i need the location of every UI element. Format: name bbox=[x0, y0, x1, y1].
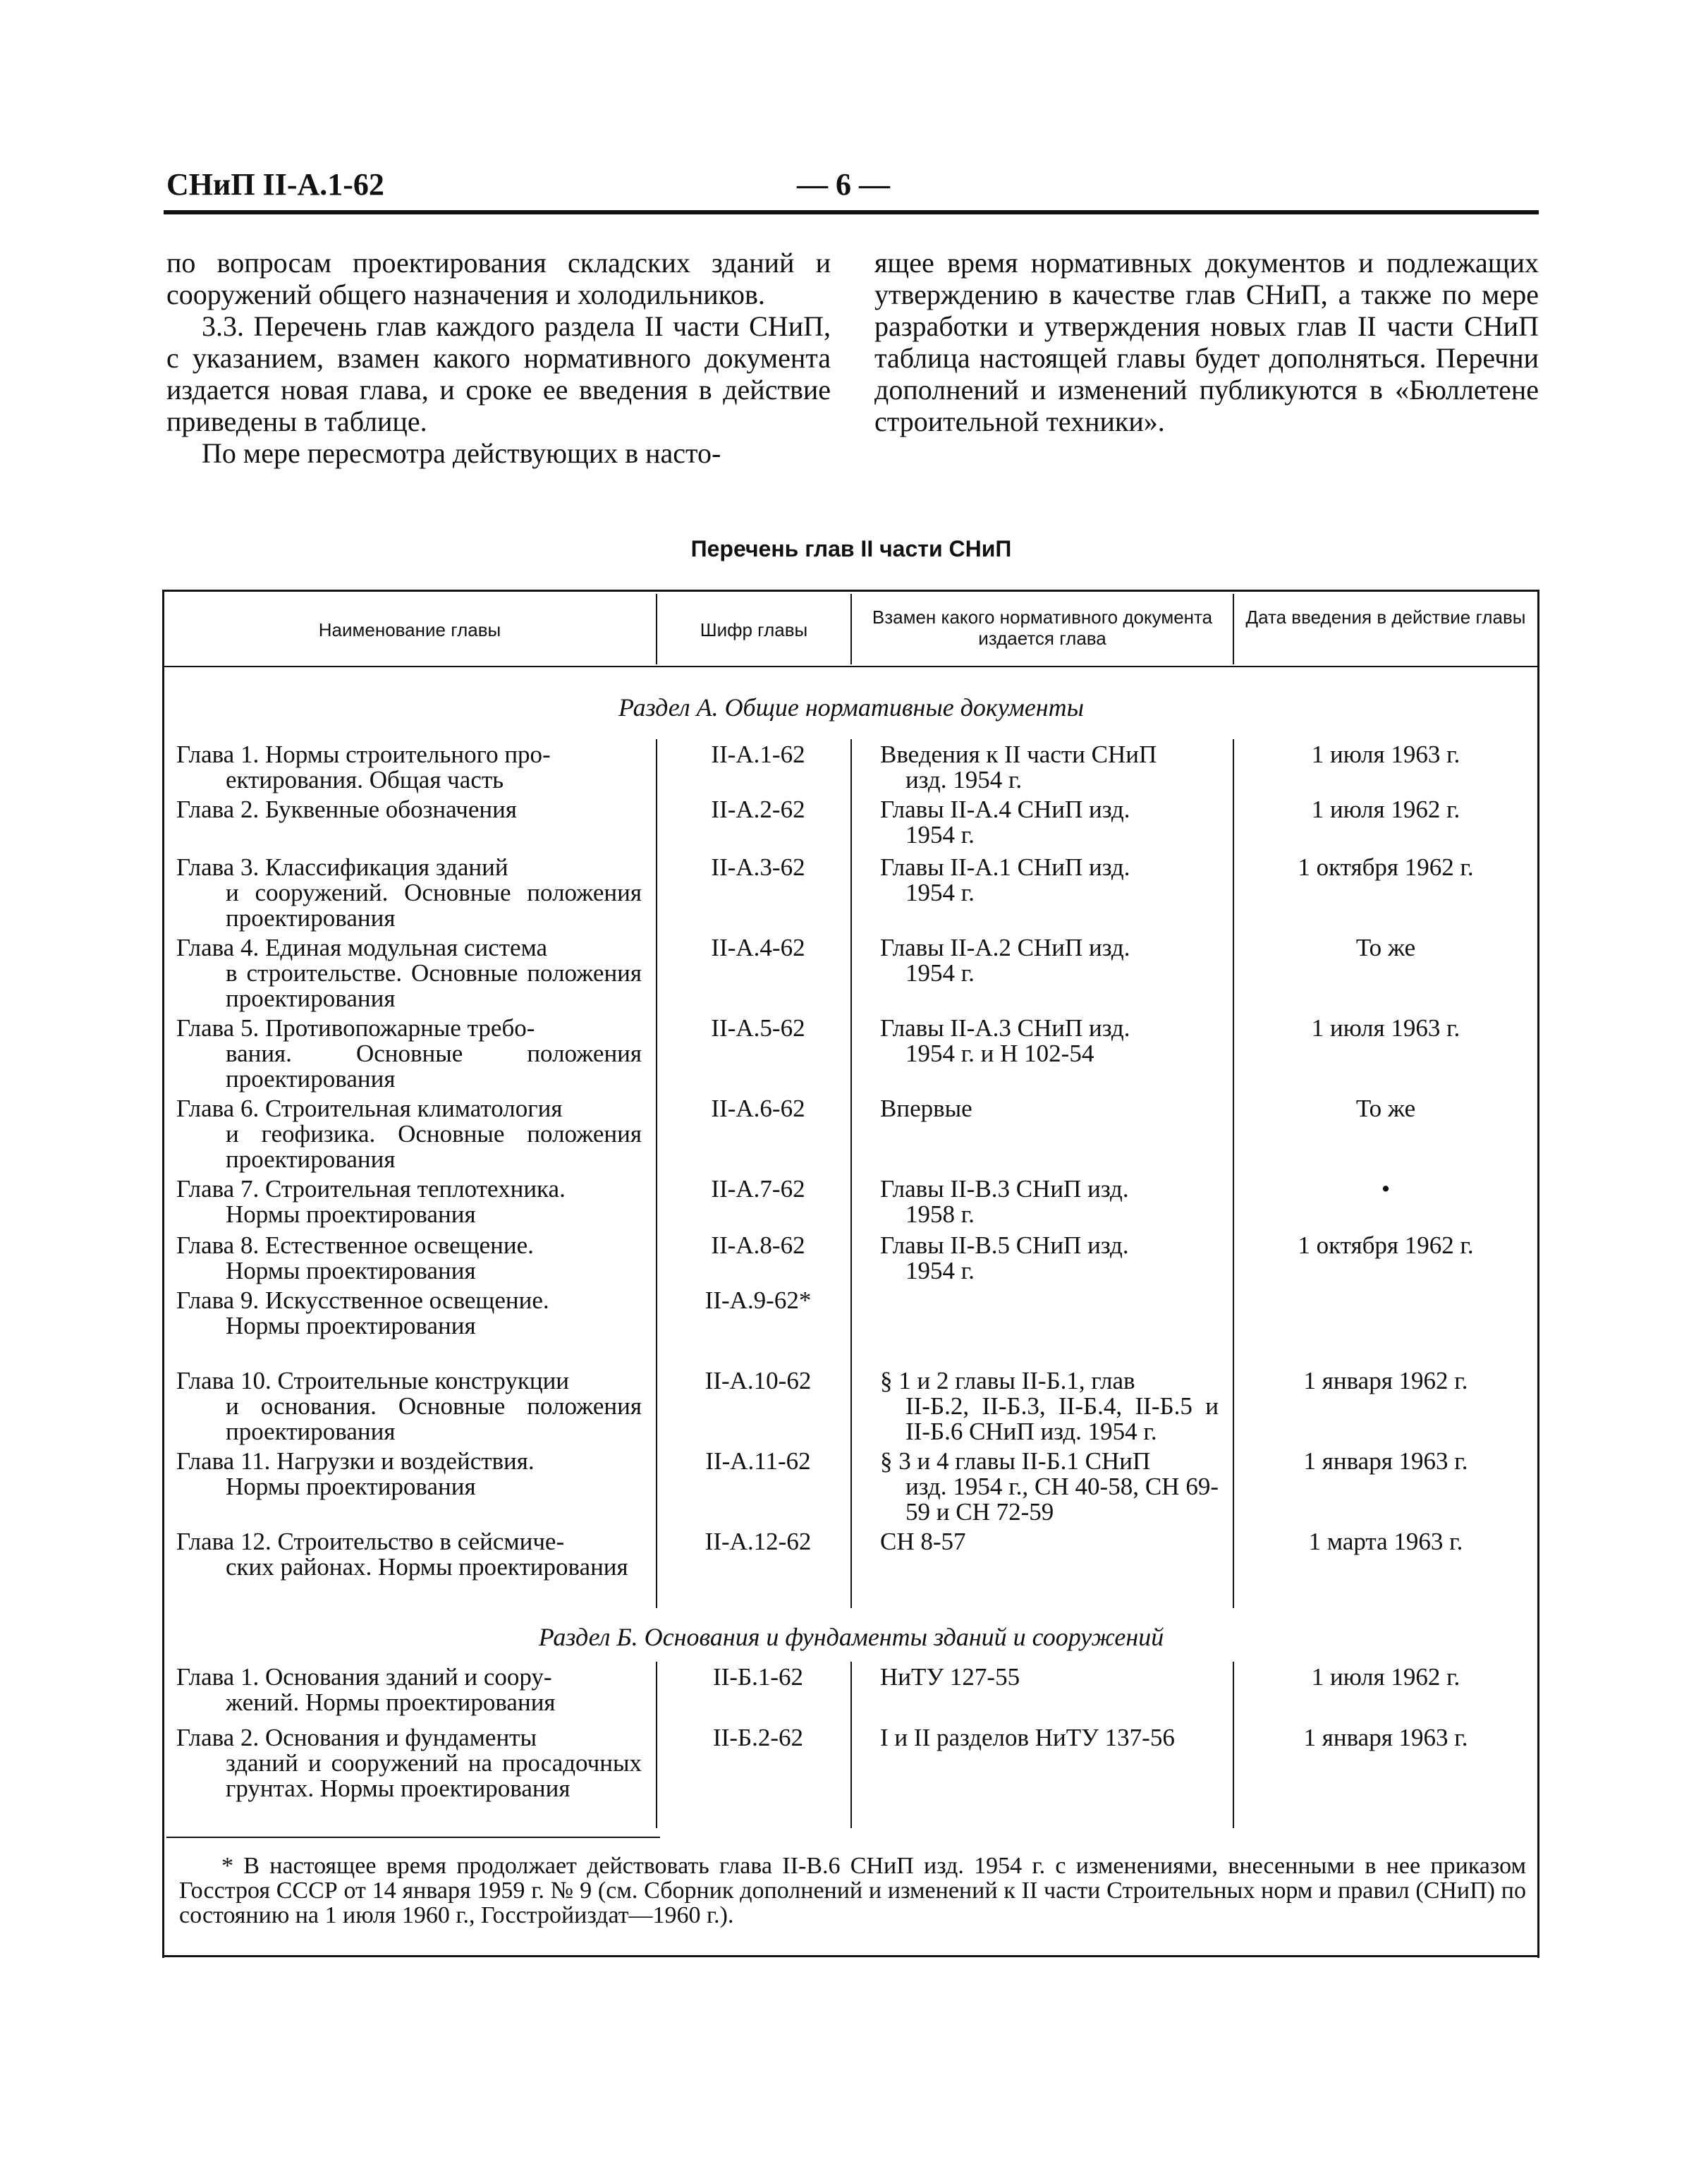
table-row: Глава 6. Строительная климатология и геофизика. Основные положения проектирования bbox=[176, 1095, 642, 1173]
column-divider bbox=[656, 739, 657, 1608]
document-code: СНиП II-А.1-62 bbox=[166, 167, 384, 202]
effective-date: То же bbox=[1355, 1095, 1416, 1122]
table-border-left bbox=[162, 590, 164, 1958]
chapter-code: II-А.5-62 bbox=[711, 1014, 805, 1042]
table-row: Глава 1. Нормы строительного про- ектирования. Общая часть bbox=[176, 741, 551, 793]
chapter-code: II-А.1-62 bbox=[711, 741, 805, 768]
effective-date: 1 июля 1963 г. bbox=[1311, 1014, 1460, 1042]
table-row: Глава 9. Искусственное освещение. Нормы проектирования bbox=[176, 1286, 549, 1339]
header-date: Дата введения в действие главы bbox=[1245, 607, 1526, 628]
replaced-document: Введения к II части СНиП изд. 1954 г. bbox=[880, 741, 1157, 793]
effective-date: 1 июля 1962 г. bbox=[1311, 1663, 1460, 1691]
replaced-document: § 3 и 4 главы II-Б.1 СНиП изд. 1954 г., СН 40-58, СН 69-59 и СН 72-59 bbox=[880, 1447, 1219, 1526]
paragraph: По мере пересмотра действующих в насто- bbox=[202, 437, 721, 469]
effective-date: 1 июля 1963 г. bbox=[1311, 741, 1460, 768]
replaced-document: Главы II-В.3 СНиП изд. 1958 г. bbox=[880, 1175, 1129, 1228]
chapter-code: II-А.12-62 bbox=[704, 1528, 812, 1555]
column-divider bbox=[656, 594, 657, 664]
table-row: Глава 10. Строительные конструкции и основания. Основные положения проектирования bbox=[176, 1367, 642, 1445]
chapter-code: II-А.10-62 bbox=[704, 1367, 812, 1394]
table-row: Глава 2. Буквенные обозначения bbox=[176, 796, 517, 823]
chapter-code: II-А.3-62 bbox=[711, 853, 805, 881]
effective-date: То же bbox=[1355, 934, 1416, 961]
table-border-top bbox=[164, 590, 1539, 592]
column-divider bbox=[656, 1662, 657, 1828]
chapter-code: II-А.6-62 bbox=[711, 1095, 805, 1122]
effective-date: 1 марта 1963 г. bbox=[1308, 1528, 1463, 1555]
effective-date: 1 июля 1962 г. bbox=[1311, 796, 1460, 823]
paragraph: по вопросам проектирования складских зданий и сооружений общего назначения и холодильников. bbox=[166, 247, 831, 310]
chapter-code: II-А.7-62 bbox=[711, 1175, 805, 1203]
column-divider bbox=[850, 594, 852, 664]
section-b-title: Раздел Б. Основания и фундаменты зданий и сооружений bbox=[538, 1623, 1164, 1651]
column-divider bbox=[850, 739, 852, 1608]
table-border-right bbox=[1537, 590, 1539, 1958]
table-row: Глава 2. Основания и фундаменты зданий и сооружений на просадочных грунтах. Нормы проектирования bbox=[176, 1724, 642, 1802]
chapter-code: II-А.2-62 bbox=[711, 796, 805, 823]
replaced-document: Главы II-А.1 СНиП изд. 1954 г. bbox=[880, 853, 1130, 906]
table-row: Глава 3. Классификация зданий и сооружений. Основные положения проектирования bbox=[176, 853, 642, 932]
footnote: * В настоящее время продолжает действовать глава II-В.6 СНиП изд. 1954 г. с изменениями, внесенными в нее приказом Госстроя СССР от 14 января 1959 г. № 9 (см. Сборник дополнений и изменений к II части Строительных норм и правил (СНиП) по состоянию на 1 июля 1960 г., Госстройиздат—1960 г.). bbox=[179, 1853, 1526, 1928]
right-column bbox=[874, 247, 1539, 437]
replaced-document: I и II разделов НиТУ 137-56 bbox=[880, 1724, 1175, 1751]
table-row: Глава 8. Естественное освещение. Нормы проектирования bbox=[176, 1231, 534, 1284]
table-row: Глава 7. Строительная теплотехника. Нормы проектирования bbox=[176, 1175, 566, 1228]
chapter-code: II-А.11-62 bbox=[705, 1447, 811, 1475]
replaced-document: Главы II-А.3 СНиП изд. 1954 г. и Н 102-54 bbox=[880, 1014, 1130, 1067]
table-border-bottom bbox=[164, 1955, 1539, 1957]
column-divider bbox=[850, 1662, 852, 1828]
effective-date: 1 января 1963 г. bbox=[1303, 1724, 1468, 1751]
table-row: Глава 11. Нагрузки и воздействия. Нормы проектирования bbox=[176, 1447, 535, 1500]
replaced-document: Главы II-А.2 СНиП изд. 1954 г. bbox=[880, 934, 1130, 987]
left-column bbox=[166, 247, 831, 469]
replaced-document: НиТУ 127-55 bbox=[880, 1663, 1020, 1691]
page-number: — 6 — bbox=[797, 167, 890, 202]
effective-date: 1 января 1963 г. bbox=[1303, 1447, 1468, 1475]
column-divider bbox=[1233, 739, 1234, 1608]
effective-date: 1 января 1962 г. bbox=[1303, 1367, 1468, 1394]
chapter-code: II-А.9-62* bbox=[704, 1286, 812, 1314]
chapter-code: II-Б.2-62 bbox=[713, 1724, 803, 1751]
chapter-code: II-А.8-62 bbox=[711, 1231, 805, 1259]
effective-date: 1 октября 1962 г. bbox=[1298, 1231, 1474, 1259]
table-row: Глава 12. Строительство в сейсмиче- ских районах. Нормы проектирования bbox=[176, 1528, 628, 1581]
table-row: Глава 4. Единая модульная система в строительстве. Основные положения проектирования bbox=[176, 934, 642, 1012]
paragraph: ящее время нормативных документов и подлежащих утверждению в качестве глав СНиП, а также по мере разработки и утверждения новых глав II части СНиП таблица настоящей главы будет дополняться. Перечни дополнений и изменений публикуются в «Бюллетене строительной техники». bbox=[874, 247, 1539, 437]
effective-date: • bbox=[1381, 1175, 1391, 1203]
section-a-title: Раздел А. Общие нормативные документы bbox=[618, 693, 1085, 722]
effective-date: 1 октября 1962 г. bbox=[1298, 853, 1474, 881]
table-title: Перечень глав II части СНиП bbox=[690, 536, 1012, 561]
chapter-code: II-Б.1-62 bbox=[713, 1663, 803, 1691]
replaced-document: § 1 и 2 главы II-Б.1, глав II-Б.2, II-Б.3, II-Б.4, II-Б.5 и II-Б.6 СНиП изд. 1954 г. bbox=[880, 1367, 1219, 1445]
replaced-document: Впервые bbox=[880, 1095, 972, 1122]
column-divider bbox=[1233, 1662, 1234, 1828]
replaced-document: СН 8-57 bbox=[880, 1528, 966, 1555]
paragraph: 3.3. Перечень глав каждого раздела II части СНиП, с указанием, взамен какого нормативного документа издается новая глава, и сроке ее введения в действие приведены в таблице. bbox=[166, 310, 831, 437]
column-divider bbox=[1233, 594, 1234, 664]
chapter-code: II-А.4-62 bbox=[711, 934, 805, 961]
replaced-document: Главы II-В.5 СНиП изд. 1954 г. bbox=[880, 1231, 1129, 1284]
replaced-document: Главы II-А.4 СНиП изд. 1954 г. bbox=[880, 796, 1130, 848]
header-divider bbox=[164, 666, 1539, 667]
table-row: Глава 5. Противопожарные требо- вания. Основные положения проектирования bbox=[176, 1014, 642, 1093]
footnote-rule bbox=[166, 1837, 660, 1838]
header-code: Шифр главы bbox=[700, 619, 808, 640]
header-replaces: Взамен какого нормативного документа издается глава bbox=[872, 607, 1213, 649]
header-rule bbox=[164, 210, 1539, 214]
header-name: Наименование главы bbox=[318, 619, 501, 640]
table-row: Глава 1. Основания зданий и соору- жений. Нормы проектирования bbox=[176, 1663, 556, 1716]
